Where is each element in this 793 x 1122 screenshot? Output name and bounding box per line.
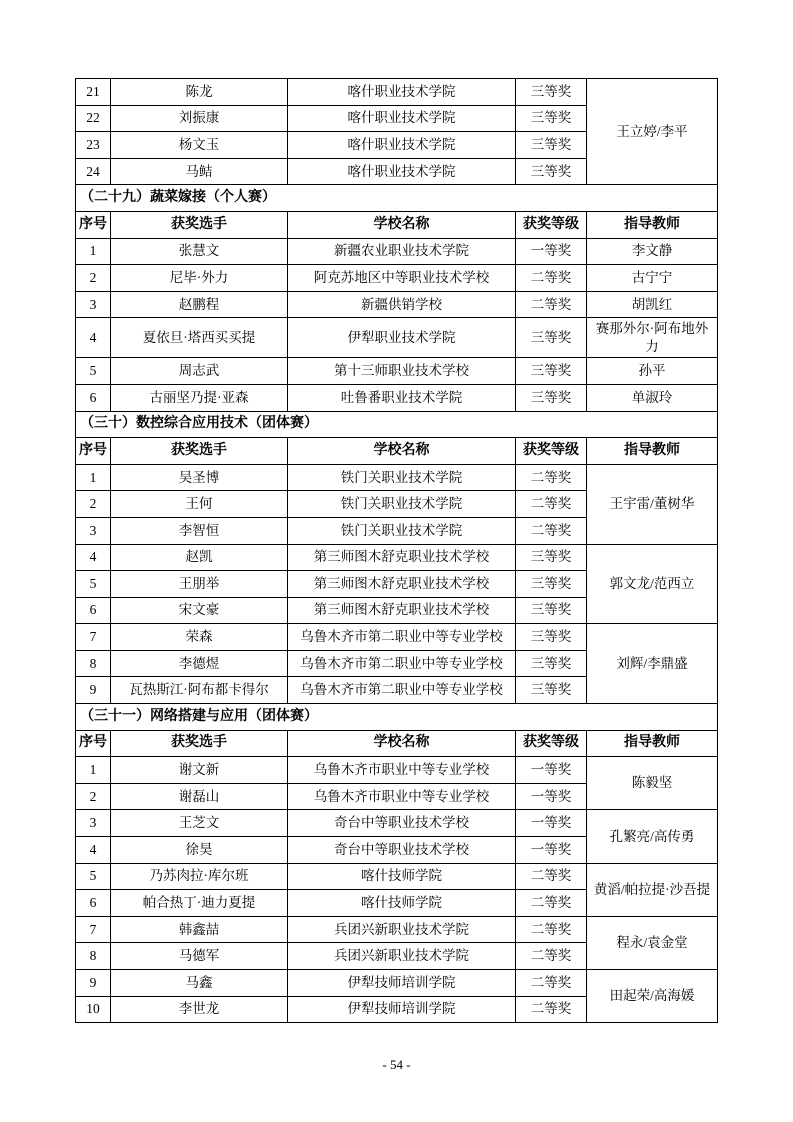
winner-name-cell: 杨文玉	[111, 132, 288, 159]
award-level-cell: 一等奖	[516, 238, 587, 265]
instructor-cell: 王宇雷/董树华	[587, 464, 718, 544]
table-row	[76, 624, 718, 651]
header-serial: 序号	[76, 730, 111, 757]
serial-number-cell: 2	[76, 265, 111, 292]
school-name-cell: 新疆供销学校	[288, 291, 516, 318]
serial-number-cell: 9	[76, 677, 111, 704]
serial-number-cell: 21	[76, 79, 111, 106]
winner-name-cell: 李智恒	[111, 517, 288, 544]
table-row	[76, 79, 718, 106]
table-row	[76, 544, 718, 571]
school-name-cell: 铁门关职业技术学院	[288, 464, 516, 491]
section-cnc-technology	[76, 411, 718, 704]
serial-number-cell: 6	[76, 597, 111, 624]
table-row	[76, 863, 718, 890]
school-name-cell: 乌鲁木齐市第二职业中等专业学校	[288, 624, 516, 651]
award-level-cell: 二等奖	[516, 970, 587, 997]
school-name-cell: 伊犁技师培训学院	[288, 996, 516, 1023]
winner-name-cell: 马鲒	[111, 158, 288, 185]
serial-number-cell: 7	[76, 916, 111, 943]
winner-name-cell: 赵凯	[111, 544, 288, 571]
school-name-cell: 吐鲁番职业技术学院	[288, 384, 516, 411]
winner-name-cell: 马鑫	[111, 970, 288, 997]
winner-name-cell: 张慧文	[111, 238, 288, 265]
winner-name-cell: 周志武	[111, 358, 288, 385]
serial-number-cell: 2	[76, 491, 111, 518]
serial-number-cell: 1	[76, 757, 111, 784]
winner-name-cell: 徐昊	[111, 837, 288, 864]
serial-number-cell: 7	[76, 624, 111, 651]
table-row	[76, 810, 718, 837]
instructor-cell: 李文静	[587, 238, 718, 265]
instructor-cell: 黄滔/帕拉提·沙吾提	[587, 863, 718, 916]
winner-name-cell: 尼毕·外力	[111, 265, 288, 292]
table-row	[76, 238, 718, 265]
instructor-cell: 刘辉/李鼎盛	[587, 624, 718, 704]
serial-number-cell: 5	[76, 863, 111, 890]
school-name-cell: 喀什职业技术学院	[288, 79, 516, 106]
instructor-cell: 赛那外尔·阿布地外力	[587, 318, 718, 358]
award-level-cell: 三等奖	[516, 158, 587, 185]
serial-number-cell: 4	[76, 544, 111, 571]
section-title-row	[76, 704, 718, 731]
header-winner: 获奖选手	[111, 211, 288, 238]
header-school: 学校名称	[288, 730, 516, 757]
instructor-cell: 王立婷/李平	[587, 79, 718, 185]
section-continued	[76, 79, 718, 185]
winner-name-cell: 瓦热斯江·阿布都卡得尔	[111, 677, 288, 704]
school-name-cell: 第三师图木舒克职业技术学校	[288, 544, 516, 571]
serial-number-cell: 6	[76, 890, 111, 917]
school-name-cell: 第三师图木舒克职业技术学校	[288, 597, 516, 624]
winner-name-cell: 夏依旦·塔西买买提	[111, 318, 288, 358]
winner-name-cell: 宋文豪	[111, 597, 288, 624]
table-row	[76, 265, 718, 292]
school-name-cell: 兵团兴新职业技术学院	[288, 916, 516, 943]
school-name-cell: 乌鲁木齐市职业中等专业学校	[288, 757, 516, 784]
winner-name-cell: 李世龙	[111, 996, 288, 1023]
header-school: 学校名称	[288, 438, 516, 465]
award-level-cell: 二等奖	[516, 491, 587, 518]
table-row	[76, 970, 718, 997]
school-name-cell: 喀什技师学院	[288, 863, 516, 890]
award-level-cell: 三等奖	[516, 318, 587, 358]
serial-number-cell: 4	[76, 318, 111, 358]
serial-number-cell: 6	[76, 384, 111, 411]
award-level-cell: 三等奖	[516, 597, 587, 624]
winner-name-cell: 陈龙	[111, 79, 288, 106]
instructor-cell: 郭文龙/范西立	[587, 544, 718, 624]
header-instructor: 指导教师	[587, 438, 718, 465]
award-level-cell: 一等奖	[516, 757, 587, 784]
serial-number-cell: 5	[76, 358, 111, 385]
serial-number-cell: 24	[76, 158, 111, 185]
award-level-cell: 三等奖	[516, 132, 587, 159]
winner-name-cell: 古丽坚乃提·亚森	[111, 384, 288, 411]
school-name-cell: 第十三师职业技术学校	[288, 358, 516, 385]
serial-number-cell: 5	[76, 571, 111, 598]
header-award: 获奖等级	[516, 211, 587, 238]
winner-name-cell: 吴圣博	[111, 464, 288, 491]
serial-number-cell: 9	[76, 970, 111, 997]
instructor-cell: 陈毅坚	[587, 757, 718, 810]
award-level-cell: 三等奖	[516, 677, 587, 704]
instructor-cell: 单淑玲	[587, 384, 718, 411]
header-row	[76, 730, 718, 757]
school-name-cell: 喀什职业技术学院	[288, 132, 516, 159]
school-name-cell: 乌鲁木齐市第二职业中等专业学校	[288, 677, 516, 704]
header-winner: 获奖选手	[111, 438, 288, 465]
school-name-cell: 喀什职业技术学院	[288, 158, 516, 185]
section-vegetable-grafting	[76, 185, 718, 411]
award-level-cell: 二等奖	[516, 517, 587, 544]
award-level-cell: 三等奖	[516, 650, 587, 677]
table-row	[76, 464, 718, 491]
instructor-cell: 孙平	[587, 358, 718, 385]
serial-number-cell: 22	[76, 105, 111, 132]
award-level-cell: 一等奖	[516, 810, 587, 837]
school-name-cell: 兵团兴新职业技术学院	[288, 943, 516, 970]
award-table	[75, 78, 718, 1023]
header-instructor: 指导教师	[587, 730, 718, 757]
section-title-row	[76, 185, 718, 212]
winner-name-cell: 王何	[111, 491, 288, 518]
school-name-cell: 铁门关职业技术学院	[288, 491, 516, 518]
school-name-cell: 乌鲁木齐市职业中等专业学校	[288, 783, 516, 810]
award-level-cell: 二等奖	[516, 996, 587, 1023]
table-row	[76, 757, 718, 784]
winner-name-cell: 乃苏肉拉·库尔班	[111, 863, 288, 890]
award-level-cell: 一等奖	[516, 837, 587, 864]
winner-name-cell: 赵鹏程	[111, 291, 288, 318]
award-level-cell: 二等奖	[516, 890, 587, 917]
award-level-cell: 三等奖	[516, 624, 587, 651]
winner-name-cell: 谢文新	[111, 757, 288, 784]
table-row	[76, 318, 718, 358]
header-instructor: 指导教师	[587, 211, 718, 238]
serial-number-cell: 23	[76, 132, 111, 159]
header-award: 获奖等级	[516, 730, 587, 757]
header-winner: 获奖选手	[111, 730, 288, 757]
section-title: （三十一）网络搭建与应用（团体赛）	[76, 704, 718, 731]
school-name-cell: 喀什职业技术学院	[288, 105, 516, 132]
section-network-building	[76, 704, 718, 1023]
serial-number-cell: 3	[76, 517, 111, 544]
header-serial: 序号	[76, 211, 111, 238]
table-row	[76, 358, 718, 385]
award-level-cell: 三等奖	[516, 544, 587, 571]
winner-name-cell: 王芝文	[111, 810, 288, 837]
winner-name-cell: 刘振康	[111, 105, 288, 132]
instructor-cell: 程永/袁金堂	[587, 916, 718, 969]
serial-number-cell: 10	[76, 996, 111, 1023]
header-school: 学校名称	[288, 211, 516, 238]
school-name-cell: 阿克苏地区中等职业技术学校	[288, 265, 516, 292]
award-level-cell: 一等奖	[516, 783, 587, 810]
header-row	[76, 211, 718, 238]
award-level-cell: 三等奖	[516, 358, 587, 385]
award-level-cell: 二等奖	[516, 265, 587, 292]
serial-number-cell: 3	[76, 291, 111, 318]
school-name-cell: 伊犁职业技术学院	[288, 318, 516, 358]
school-name-cell: 乌鲁木齐市第二职业中等专业学校	[288, 650, 516, 677]
header-row	[76, 438, 718, 465]
award-level-cell: 二等奖	[516, 464, 587, 491]
award-level-cell: 三等奖	[516, 571, 587, 598]
school-name-cell: 奇台中等职业技术学校	[288, 810, 516, 837]
winner-name-cell: 帕合热丁·迪力夏提	[111, 890, 288, 917]
table-row	[76, 384, 718, 411]
winner-name-cell: 韩鑫喆	[111, 916, 288, 943]
school-name-cell: 奇台中等职业技术学校	[288, 837, 516, 864]
award-level-cell: 三等奖	[516, 79, 587, 106]
serial-number-cell: 1	[76, 238, 111, 265]
instructor-cell: 田起荣/高海媛	[587, 970, 718, 1023]
section-title: （二十九）蔬菜嫁接（个人赛）	[76, 185, 718, 212]
header-award: 获奖等级	[516, 438, 587, 465]
serial-number-cell: 4	[76, 837, 111, 864]
serial-number-cell: 2	[76, 783, 111, 810]
table-row	[76, 916, 718, 943]
winner-name-cell: 李德煜	[111, 650, 288, 677]
award-level-cell: 二等奖	[516, 291, 587, 318]
instructor-cell: 孔繁亮/高传勇	[587, 810, 718, 863]
header-serial: 序号	[76, 438, 111, 465]
page-number: - 54 -	[382, 1057, 411, 1072]
serial-number-cell: 3	[76, 810, 111, 837]
school-name-cell: 铁门关职业技术学院	[288, 517, 516, 544]
section-title: （三十）数控综合应用技术（团体赛）	[76, 411, 718, 438]
winner-name-cell: 马德军	[111, 943, 288, 970]
award-level-cell: 二等奖	[516, 916, 587, 943]
instructor-cell: 古宁宁	[587, 265, 718, 292]
school-name-cell: 伊犁技师培训学院	[288, 970, 516, 997]
winner-name-cell: 荣森	[111, 624, 288, 651]
serial-number-cell: 8	[76, 943, 111, 970]
winner-name-cell: 王朋举	[111, 571, 288, 598]
serial-number-cell: 8	[76, 650, 111, 677]
award-level-cell: 二等奖	[516, 863, 587, 890]
section-title-row	[76, 411, 718, 438]
school-name-cell: 喀什技师学院	[288, 890, 516, 917]
winner-name-cell: 谢磊山	[111, 783, 288, 810]
school-name-cell: 第三师图木舒克职业技术学校	[288, 571, 516, 598]
award-level-cell: 三等奖	[516, 384, 587, 411]
instructor-cell: 胡凯红	[587, 291, 718, 318]
school-name-cell: 新疆农业职业技术学院	[288, 238, 516, 265]
table-row	[76, 291, 718, 318]
award-level-cell: 二等奖	[516, 943, 587, 970]
serial-number-cell: 1	[76, 464, 111, 491]
award-level-cell: 三等奖	[516, 105, 587, 132]
